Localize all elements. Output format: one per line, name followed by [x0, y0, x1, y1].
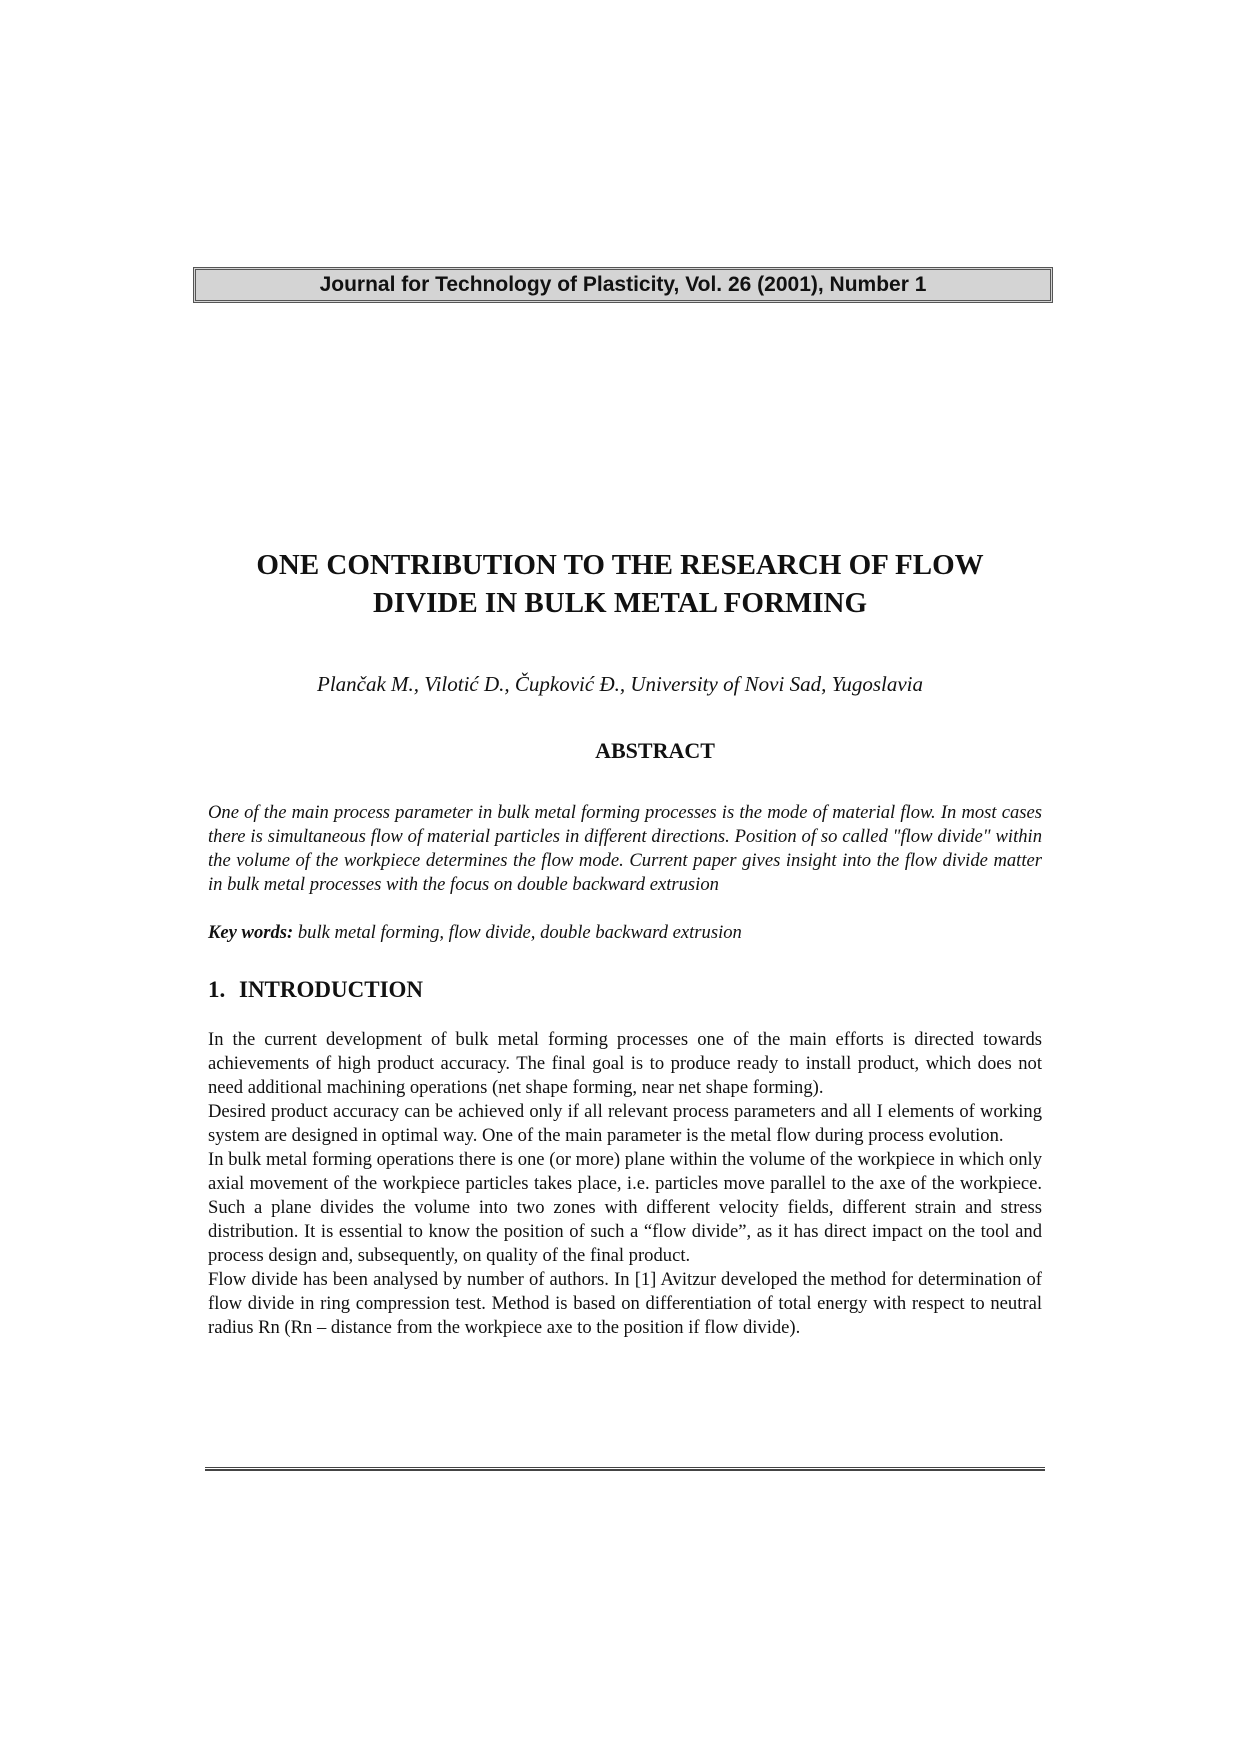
keywords-line — [208, 921, 1042, 945]
journal-header — [193, 267, 1053, 303]
paper-title — [150, 546, 1090, 622]
section-heading-introduction — [208, 975, 1042, 1005]
title-line-1: ONE CONTRIBUTION TO THE RESEARCH OF FLOW — [256, 549, 984, 581]
abstract-text: One of the main process parameter in bulk metal forming processes is the mode of material flow. In most cases there is simultaneous flow of material particles in different directions. Position of so called "flow divide" within the volume of the workpiece determines the flow mode. Current paper gives insight into the flow divide matter in bulk metal processes with the focus on double backward extrusion — [208, 802, 1042, 895]
footer-rule — [205, 1467, 1045, 1471]
intro-paragraph-2: Desired product accuracy can be achieved only if all relevant process parameters and all I elements of working system are designed in optimal way. One of the main parameter is the metal flow during process evolution. — [208, 1101, 1042, 1146]
journal-header-text: Journal for Technology of Plasticity, Vol. 26 (2001), Number 1 — [319, 273, 927, 296]
keywords-value: bulk metal forming, flow divide, double backward extrusion — [297, 922, 742, 943]
authors-line: Plančak M., Vilotić D., Čupković Đ., University of Novi Sad, Yugoslavia — [317, 672, 923, 696]
section-number: 1. — [208, 977, 226, 1002]
intro-paragraph-4: Flow divide has been analysed by number of authors. In [1] Avitzur developed the method for determination of flow divide in ring compression test. Method is based on differentiation of total energy with respect to neutral radius Rn (Rn – distance from the workpiece axe to the position if flow divide). — [208, 1269, 1042, 1338]
keywords-label: Key words: — [208, 922, 294, 943]
intro-paragraph-3: In bulk metal forming operations there is one (or more) plane within the volume of the workpiece in which only axial movement of the workpiece particles takes place, i.e. particles move parallel to the axe of the workpiece. Such a plane divides the volume into two zones with different velocity fields, different strain and stress distribution. It is essential to know the position of such a “flow divide”, as it has direct impact on the tool and process design and, subsequently, on quality of the final product. — [208, 1149, 1042, 1266]
abstract-heading: ABSTRACT — [595, 738, 715, 763]
intro-paragraph-1: In the current development of bulk metal forming processes one of the main efforts is directed towards achievements of high product accuracy. The final goal is to produce ready to install product, which does not need additional machining operations (net shape forming, near net shape forming). — [208, 1029, 1042, 1098]
title-line-2: DIVIDE IN BULK METAL FORMING — [372, 587, 868, 619]
introduction-body — [208, 1028, 1042, 1340]
section-title: INTRODUCTION — [239, 977, 424, 1002]
